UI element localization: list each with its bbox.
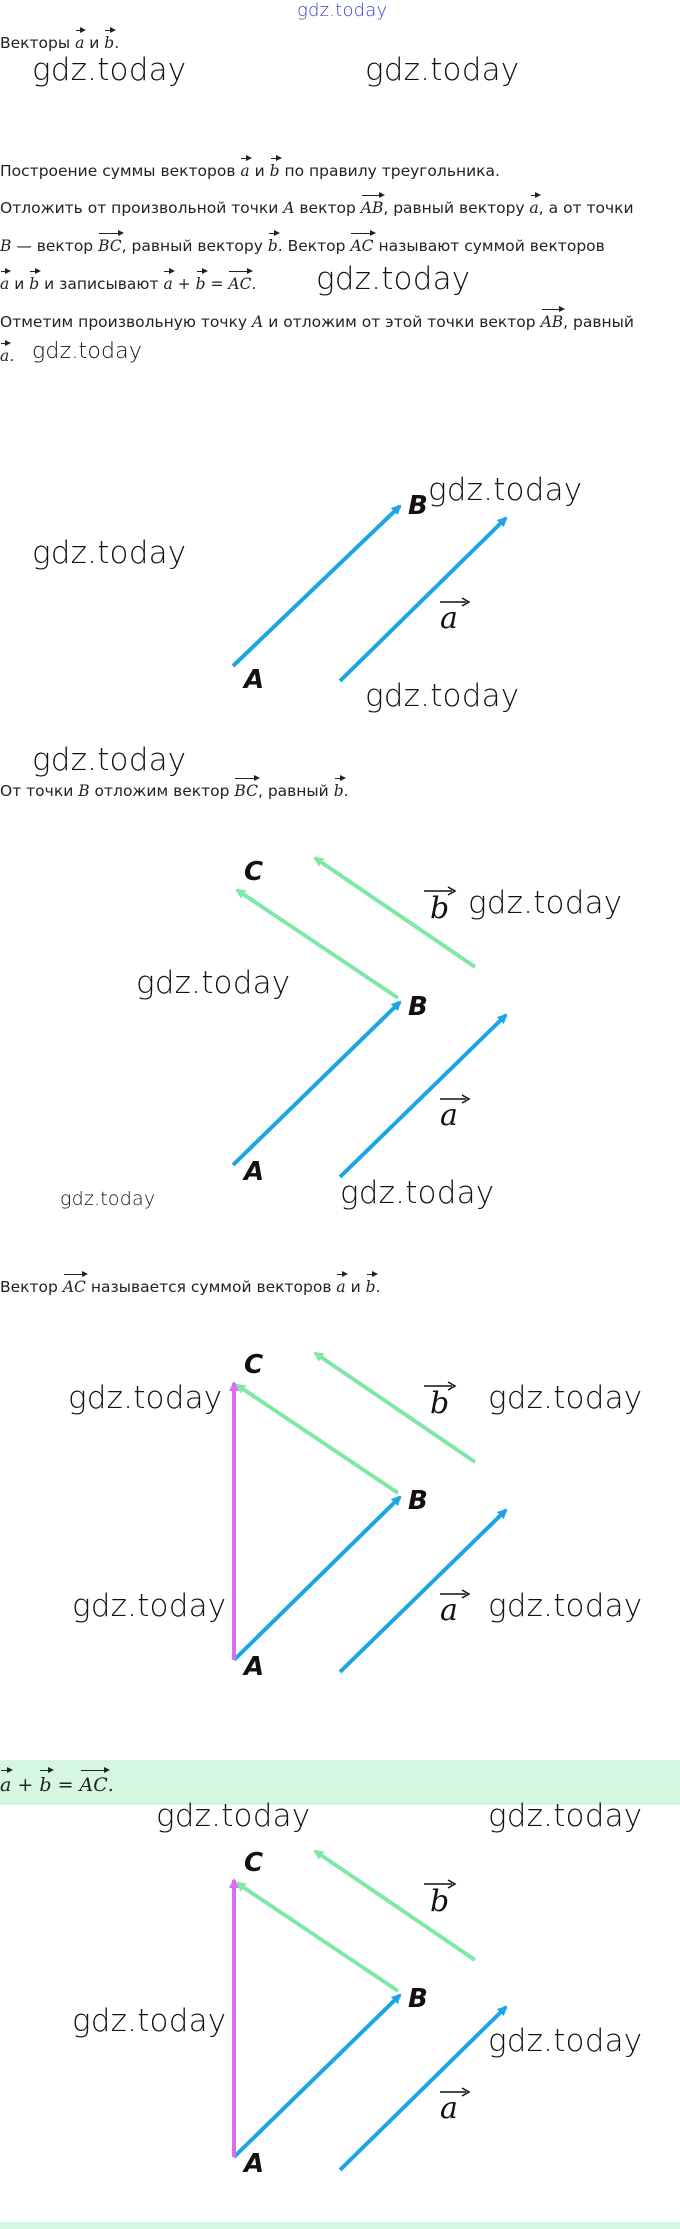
text: Построение суммы векторов (0, 162, 236, 180)
text: От точки (0, 782, 74, 800)
watermark: gdz.today (32, 52, 187, 88)
vector-AC: AC (350, 233, 373, 255)
text: и записывают (44, 275, 159, 293)
paragraph-line-4 (0, 309, 634, 331)
vector-BC: BC (234, 778, 258, 800)
vector-a-arrow (340, 1510, 506, 1672)
text: Отметим произвольную точку (0, 313, 248, 331)
label-C: C (244, 1848, 264, 1878)
point-A: A (252, 313, 264, 331)
text: . Вектор (277, 237, 346, 255)
label-a: a (440, 601, 458, 636)
label-a: a (440, 1098, 458, 1133)
text: . (9, 347, 15, 365)
text: по правилу треугольника. (284, 162, 500, 180)
point-A: A (283, 199, 295, 217)
text: вектор (299, 199, 356, 217)
bottom-band (0, 2222, 680, 2229)
vector-a-arrow (340, 518, 506, 681)
label-B: B (408, 992, 428, 1022)
vector-b: b (268, 233, 278, 255)
label-b: b (430, 891, 450, 926)
paragraph-line-1 (0, 195, 634, 217)
watermark: gdz.today (468, 885, 623, 921)
watermark: gdz.today (340, 1175, 495, 1211)
equals-sign: = (210, 275, 224, 293)
text: и (89, 34, 100, 52)
label-C: C (244, 1350, 264, 1380)
watermark: gdz.today (365, 678, 520, 714)
vector-a: a (336, 1274, 345, 1296)
plus-sign: + (177, 275, 191, 293)
vector-b: b (366, 1274, 376, 1296)
vector-a: a (240, 158, 249, 180)
watermark: gdz.today (488, 2023, 643, 2059)
equals-sign: = (57, 1774, 74, 1796)
vector-AC: AC (63, 1274, 86, 1296)
watermark: gdz.today (32, 742, 187, 778)
vector-a: a (530, 195, 539, 217)
vector-b: b (270, 158, 280, 180)
vector-BC-arrow (237, 1883, 398, 1991)
text: — вектор (16, 237, 94, 255)
text: Векторы (0, 34, 71, 52)
vector-AB-arrow (234, 1995, 400, 2157)
watermark: gdz.today (136, 965, 291, 1001)
text: и (14, 275, 25, 293)
text: . (343, 782, 349, 800)
text: . (107, 1774, 114, 1796)
vector-BC-arrow (237, 1385, 398, 1493)
watermark: gdz.today (32, 535, 187, 571)
plus-sign: + (17, 1774, 34, 1796)
text: и (350, 1278, 361, 1296)
vector-a: a (163, 271, 172, 293)
paragraph-line-2 (0, 233, 605, 255)
paragraph-line-3 (0, 271, 256, 293)
text: , а от точки (538, 199, 634, 217)
vector-a: a (0, 271, 9, 293)
text: называется суммой векторов (90, 1278, 332, 1296)
watermark: gdz.today (316, 261, 471, 297)
vector-AB: AB (361, 195, 384, 217)
paragraph-line-7 (0, 1274, 381, 1296)
vector-b: b (39, 1770, 51, 1795)
watermark: gdz.today (488, 1380, 643, 1416)
label-A: A (244, 665, 265, 695)
label-a: a (440, 1593, 458, 1628)
watermark: gdz.today (72, 1588, 227, 1624)
watermark: gdz.today (60, 1188, 156, 1210)
vector-b-arrow (315, 1353, 475, 1462)
vector-b-arrow (315, 858, 475, 967)
text: , равный вектору (121, 237, 263, 255)
text: , равный (563, 313, 634, 331)
text: . (114, 34, 120, 52)
text: . (375, 1278, 381, 1296)
vector-AB-arrow (233, 506, 400, 666)
label-a: a (440, 2091, 458, 2126)
watermark: gdz.today (156, 1798, 311, 1834)
vector-a: a (75, 30, 84, 52)
vector-a-arrow (340, 1015, 506, 1177)
watermark: gdz.today (32, 339, 143, 364)
watermark: gdz.today (488, 1798, 643, 1834)
vector-a: a (0, 343, 9, 365)
paragraph-line-5 (0, 343, 14, 365)
vector-AC: AC (228, 271, 251, 293)
label-B: B (408, 1486, 428, 1516)
text: отложим вектор (94, 782, 230, 800)
section-heading (0, 158, 500, 180)
text: Вектор (0, 1278, 58, 1296)
text: , равный (257, 782, 329, 800)
header-watermark: gdz.today (297, 0, 388, 21)
label-B: B (408, 1984, 428, 2014)
label-A: A (244, 1652, 265, 1682)
text: , равный вектору (383, 199, 525, 217)
label-A: A (244, 1157, 265, 1187)
point-B: B (0, 237, 12, 255)
vector-AB: AB (541, 309, 564, 331)
vector-b-arrow (315, 1851, 475, 1960)
vector-b: b (104, 30, 114, 52)
text: и (254, 162, 265, 180)
vector-b: b (196, 271, 206, 293)
text: Отложить от произвольной точки (0, 199, 279, 217)
watermark: gdz.today (68, 1380, 223, 1416)
watermark: gdz.today (72, 2003, 227, 2039)
vector-AC: AC (80, 1770, 108, 1795)
label-B: B (408, 491, 428, 521)
vector-a: a (0, 1770, 11, 1795)
label-C: C (244, 857, 264, 887)
vectors-intro-line (0, 30, 119, 52)
text: . (251, 275, 257, 293)
watermark: gdz.today (428, 472, 583, 508)
watermark: gdz.today (365, 52, 520, 88)
vector-b: b (334, 778, 344, 800)
watermark: gdz.today (488, 1588, 643, 1624)
text: называют суммой векторов (378, 237, 605, 255)
label-b: b (430, 1386, 450, 1421)
label-b: b (430, 1884, 450, 1919)
vector-BC: BC (98, 233, 122, 255)
label-A: A (244, 2149, 265, 2179)
formula-line (0, 1770, 114, 1796)
vector-b: b (29, 271, 39, 293)
text: и отложим от этой точки вектор (268, 313, 536, 331)
point-B: B (78, 782, 90, 800)
paragraph-line-6 (0, 778, 349, 800)
